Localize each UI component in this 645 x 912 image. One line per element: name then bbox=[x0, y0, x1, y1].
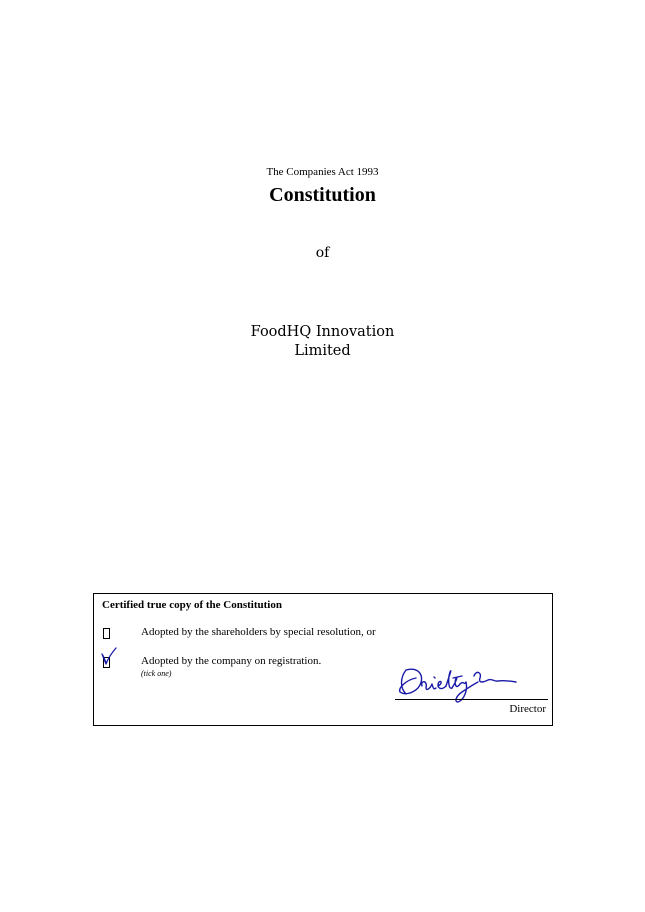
company-name-line2: Limited bbox=[294, 343, 351, 359]
company-name-line1: FoodHQ Innovation bbox=[250, 324, 395, 340]
option-registration-label: Adopted by the company on registration. bbox=[141, 655, 322, 667]
director-label: Director bbox=[509, 703, 546, 715]
director-signature bbox=[396, 664, 520, 704]
checkbox-shareholders[interactable] bbox=[103, 628, 110, 639]
handwritten-tick-mark bbox=[100, 646, 118, 668]
document-title: Constitution bbox=[269, 184, 376, 206]
tick-one-note: (tick one) bbox=[141, 669, 172, 678]
certification-box bbox=[93, 593, 553, 726]
certification-heading: Certified true copy of the Constitution bbox=[102, 599, 282, 611]
act-heading: The Companies Act 1993 bbox=[266, 166, 379, 178]
signature-line bbox=[395, 699, 548, 700]
of-text: of bbox=[315, 245, 330, 261]
company-name bbox=[0, 323, 645, 361]
option-shareholders-label: Adopted by the shareholders by special resolution, or bbox=[141, 626, 376, 638]
